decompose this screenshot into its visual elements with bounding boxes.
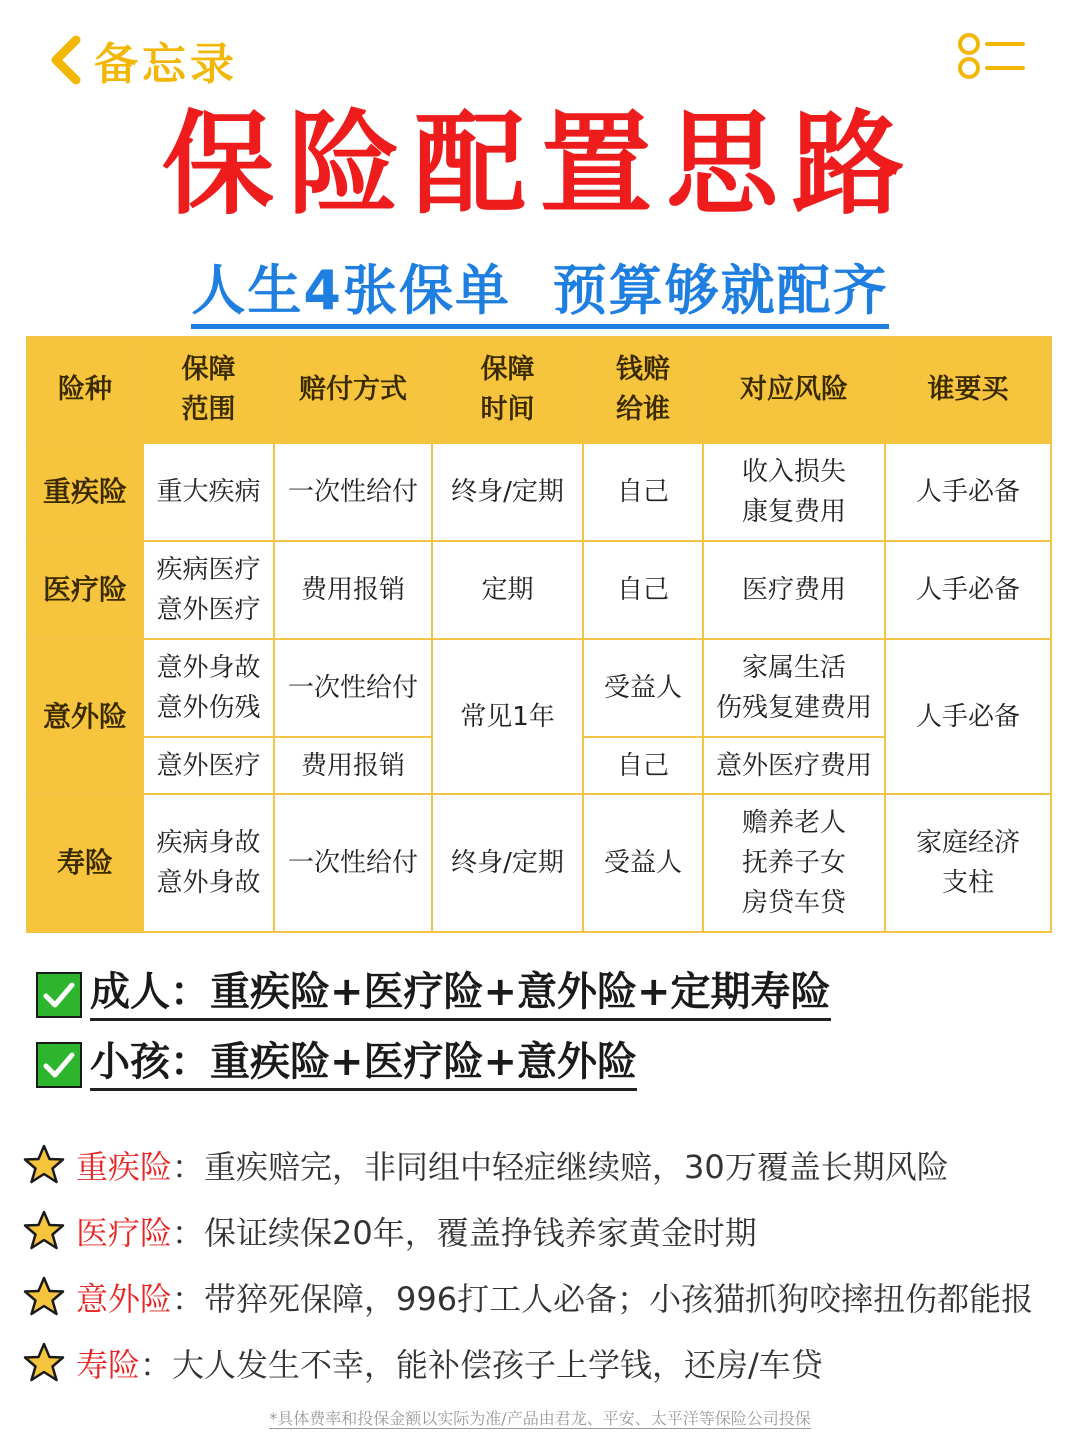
disclaimer-text: *具体费率和投保金额以实际为准/产品由君龙、平安、太平洋等保险公司投保 [269,1409,811,1428]
note-life [22,1340,823,1386]
row-who: 自己 [583,541,703,639]
header-who: 钱赔 给谁 [583,337,703,443]
row-type: 医疗险 [27,541,143,639]
header-type: 险种 [27,337,143,443]
row-who: 受益人 [583,794,703,932]
insurance-table [26,336,1052,933]
top-bar [0,0,1080,110]
header-buyer: 谁要买 [885,337,1051,443]
table-row [27,443,1051,541]
disclaimer-footer [0,1406,1080,1429]
row-who: 自己 [583,443,703,541]
row-risk: 医疗费用 [703,541,885,639]
row-type: 意外险 [27,639,143,794]
header-pay: 赔付方式 [274,337,432,443]
row-term: 终身/定期 [432,443,583,541]
note-text: ：重疾赔完，非同组中轻症继续赔，30万覆盖长期风险 [172,1148,949,1186]
back-label: 备忘录 [94,39,238,90]
row-term: 定期 [432,541,583,639]
row-scope: 重大疾病 [143,443,274,541]
page-title: 保险配置思路 [162,100,918,230]
note-accident [22,1274,1033,1320]
row-buyer: 人手必备 [885,541,1051,639]
header-scope: 保障 范围 [143,337,274,443]
row-pay: 费用报销 [274,541,432,639]
back-button[interactable] [48,30,238,90]
note-key: 意外险 [76,1280,173,1318]
row-who: 自己 [583,737,703,794]
row-pay: 一次性给付 [274,443,432,541]
page-subtitle [0,248,1080,325]
star-icon [22,1209,66,1253]
row-term: 终身/定期 [432,794,583,932]
note-key: 重疾险 [76,1148,173,1186]
row-scope: 疾病身故 意外身故 [143,794,274,932]
note-key: 寿险 [76,1346,141,1384]
row-who: 受益人 [583,639,703,737]
header-term: 保障 时间 [432,337,583,443]
row-scope: 疾病医疗 意外医疗 [143,541,274,639]
star-icon [22,1143,66,1187]
row-scope: 意外身故 意外伤残 [143,639,274,737]
row-pay: 一次性给付 [274,794,432,932]
row-pay: 一次性给付 [274,639,432,737]
row-buyer: 家庭经济 支柱 [885,794,1051,932]
summary-child [36,1038,637,1091]
table-row [27,794,1051,932]
row-type: 寿险 [27,794,143,932]
row-risk: 收入损失 康复费用 [703,443,885,541]
row-buyer: 人手必备 [885,639,1051,794]
checkmark-icon [36,1042,82,1088]
row-risk: 家属生活 伤残复建费用 [703,639,885,737]
row-scope: 意外医疗 [143,737,274,794]
list-menu-icon[interactable] [955,32,1027,80]
summary-adult [36,968,831,1021]
note-key: 医疗险 [76,1214,173,1252]
subtitle-text: 人生4张保单 预算够就配齐 [191,259,888,329]
star-icon [22,1275,66,1319]
table-header-row [27,337,1051,443]
row-buyer: 人手必备 [885,443,1051,541]
row-type: 重疾险 [27,443,143,541]
row-term: 常见1年 [432,639,583,794]
summary-adult-text: 成人：重疾险+医疗险+意外险+定期寿险 [90,968,831,1021]
row-risk: 赡养老人 抚养子女 房贷车贷 [703,794,885,932]
note-text: ：大人发生不幸，能补偿孩子上学钱，还房/车贷 [140,1346,823,1384]
note-critical [22,1142,949,1188]
header-risk: 对应风险 [703,337,885,443]
note-medical [22,1208,757,1254]
note-text: ：保证续保20年，覆盖挣钱养家黄金时期 [172,1214,757,1252]
row-pay: 费用报销 [274,737,432,794]
table-row [27,639,1051,737]
chevron-left-icon [48,34,82,86]
note-text: ：带猝死保障，996打工人必备；小孩猫抓狗咬摔扭伤都能报 [172,1280,1034,1318]
star-icon [22,1341,66,1385]
table-row [27,541,1051,639]
checkmark-icon [36,972,82,1018]
row-risk: 意外医疗费用 [703,737,885,794]
summary-child-text: 小孩：重疾险+医疗险+意外险 [90,1038,637,1091]
